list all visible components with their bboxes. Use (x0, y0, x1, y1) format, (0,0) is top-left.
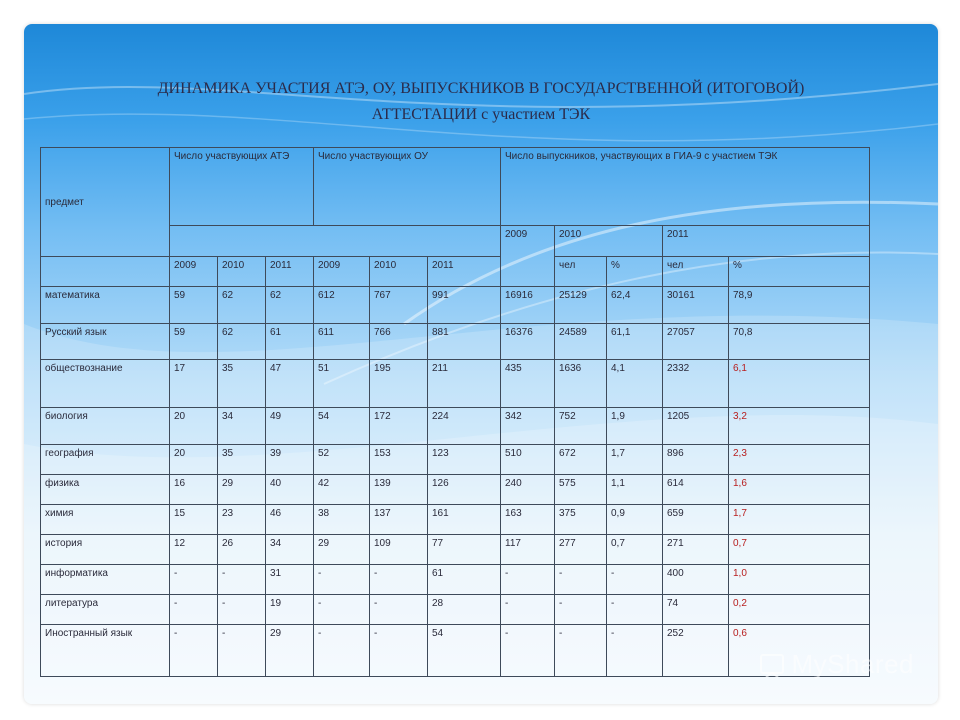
cell-ate-2010: - (218, 595, 266, 625)
watermark-text: MyShared (791, 648, 914, 679)
cell-grads-2010-chel: 375 (555, 505, 607, 535)
cell-grads-2010-pct: - (607, 565, 663, 595)
cell-ou-2009: 612 (314, 287, 370, 324)
cell-ou-2010: 153 (370, 445, 428, 475)
cell-grads-2009: 163 (501, 505, 555, 535)
cell-ate-2009: - (170, 625, 218, 677)
header-2011-pct: % (729, 257, 870, 287)
cell-grads-2010-pct: 1,7 (607, 445, 663, 475)
cell-ou-2010: 109 (370, 535, 428, 565)
header-ou-2009: 2009 (314, 257, 370, 287)
cell-ou-2011: 54 (428, 625, 501, 677)
cell-subject: литература (41, 595, 170, 625)
cell-ou-2010: - (370, 565, 428, 595)
table-row (41, 505, 870, 535)
table-row (41, 475, 870, 505)
cell-grads-2010-pct: 1,9 (607, 408, 663, 445)
cell-subject: Иностранный язык (41, 625, 170, 677)
cell-grads-2009: 117 (501, 535, 555, 565)
cell-grads-2010-pct: 0,7 (607, 535, 663, 565)
cell-grads-2011-chel: 2332 (663, 360, 729, 408)
cell-ou-2009: 54 (314, 408, 370, 445)
myshared-logo-icon (758, 652, 788, 680)
cell-ate-2010: 26 (218, 535, 266, 565)
cell-grads-2011-pct: 78,9 (729, 287, 870, 324)
cell-ou-2009: 29 (314, 535, 370, 565)
cell-ate-2009: 20 (170, 445, 218, 475)
header-row-3 (41, 257, 870, 287)
cell-ate-2010: - (218, 565, 266, 595)
table-row (41, 360, 870, 408)
cell-grads-2010-chel: - (555, 595, 607, 625)
watermark (758, 649, 915, 680)
cell-ate-2010: 23 (218, 505, 266, 535)
cell-grads-2009: 16376 (501, 324, 555, 360)
cell-grads-2011-chel: 271 (663, 535, 729, 565)
header-grads: Число выпускников, участвующих в ГИА-9 с участием ТЭК (501, 148, 870, 226)
table-row (41, 625, 870, 677)
header-ate-2009: 2009 (170, 257, 218, 287)
cell-ou-2009: 51 (314, 360, 370, 408)
cell-ou-2011: 126 (428, 475, 501, 505)
header-ou-2010: 2010 (370, 257, 428, 287)
cell-ou-2009: - (314, 595, 370, 625)
cell-grads-2011-chel: 659 (663, 505, 729, 535)
cell-ate-2011: 29 (266, 625, 314, 677)
cell-grads-2009: 510 (501, 445, 555, 475)
cell-grads-2010-pct: 0,9 (607, 505, 663, 535)
cell-ate-2010: - (218, 625, 266, 677)
cell-grads-2011-pct: 0,7 (729, 535, 870, 565)
cell-grads-2010-chel: 277 (555, 535, 607, 565)
table-row (41, 535, 870, 565)
cell-ou-2010: 137 (370, 505, 428, 535)
cell-grads-2011-chel: 1205 (663, 408, 729, 445)
cell-grads-2009: - (501, 595, 555, 625)
cell-ate-2010: 34 (218, 408, 266, 445)
cell-ou-2010: 195 (370, 360, 428, 408)
header-2011-chel: чел (663, 257, 729, 287)
cell-grads-2010-chel: 752 (555, 408, 607, 445)
cell-grads-2010-pct: 61,1 (607, 324, 663, 360)
cell-ate-2009: - (170, 595, 218, 625)
cell-grads-2009: 240 (501, 475, 555, 505)
cell-ou-2009: 611 (314, 324, 370, 360)
cell-grads-2009: 342 (501, 408, 555, 445)
cell-subject: физика (41, 475, 170, 505)
cell-ou-2011: 991 (428, 287, 501, 324)
cell-subject: Русский язык (41, 324, 170, 360)
cell-grads-2010-chel: - (555, 565, 607, 595)
table-row (41, 595, 870, 625)
cell-grads-2009: 16916 (501, 287, 555, 324)
cell-grads-2011-pct: 1,6 (729, 475, 870, 505)
cell-subject: история (41, 535, 170, 565)
table-row (41, 445, 870, 475)
header-grads-2011: 2011 (663, 226, 870, 257)
title-line-2: АТТЕСТАЦИИ с участием ТЭК (371, 106, 591, 123)
cell-subject: обществознание (41, 360, 170, 408)
cell-ou-2011: 28 (428, 595, 501, 625)
cell-ate-2009: 15 (170, 505, 218, 535)
cell-subject: география (41, 445, 170, 475)
table-row (41, 408, 870, 445)
cell-grads-2009: 435 (501, 360, 555, 408)
cell-grads-2011-pct: 3,2 (729, 408, 870, 445)
cell-grads-2011-chel: 614 (663, 475, 729, 505)
cell-ate-2011: 49 (266, 408, 314, 445)
cell-ate-2009: 17 (170, 360, 218, 408)
cell-ate-2011: 47 (266, 360, 314, 408)
cell-grads-2011-pct: 1,0 (729, 565, 870, 595)
cell-grads-2011-chel: 896 (663, 445, 729, 475)
header-spacer (170, 226, 501, 257)
header-ate-2010: 2010 (218, 257, 266, 287)
cell-ate-2011: 39 (266, 445, 314, 475)
title-line-1: ДИНАМИКА УЧАСТИЯ АТЭ, ОУ, ВЫПУСКНИКОВ В ГОСУДАРСТВЕННОЙ (ИТОГОВОЙ) (157, 80, 805, 97)
cell-ate-2010: 62 (218, 324, 266, 360)
cell-ate-2009: 20 (170, 408, 218, 445)
cell-ate-2010: 29 (218, 475, 266, 505)
table-row (41, 324, 870, 360)
cell-ou-2011: 881 (428, 324, 501, 360)
cell-ate-2011: 61 (266, 324, 314, 360)
slide-title (24, 76, 938, 128)
header-2010-chel: чел (555, 257, 607, 287)
cell-ate-2011: 40 (266, 475, 314, 505)
cell-ate-2011: 19 (266, 595, 314, 625)
cell-grads-2009: - (501, 565, 555, 595)
header-subject: предмет (41, 148, 170, 257)
cell-grads-2011-pct: 0,6 (729, 625, 870, 677)
cell-grads-2009: - (501, 625, 555, 677)
cell-grads-2010-chel: 25129 (555, 287, 607, 324)
cell-grads-2010-chel: 575 (555, 475, 607, 505)
cell-ate-2009: 16 (170, 475, 218, 505)
cell-grads-2011-pct: 2,3 (729, 445, 870, 475)
cell-ate-2010: 62 (218, 287, 266, 324)
cell-ate-2011: 31 (266, 565, 314, 595)
cell-grads-2011-pct: 6,1 (729, 360, 870, 408)
cell-ou-2010: 172 (370, 408, 428, 445)
cell-ou-2011: 77 (428, 535, 501, 565)
cell-grads-2010-pct: 1,1 (607, 475, 663, 505)
header-ou-2011: 2011 (428, 257, 501, 287)
cell-grads-2010-chel: 24589 (555, 324, 607, 360)
cell-ate-2009: 59 (170, 324, 218, 360)
cell-ou-2010: - (370, 595, 428, 625)
cell-grads-2010-chel: 672 (555, 445, 607, 475)
cell-ou-2011: 123 (428, 445, 501, 475)
cell-ou-2009: 42 (314, 475, 370, 505)
cell-subject: математика (41, 287, 170, 324)
header-ou: Число участвующих ОУ (314, 148, 501, 226)
cell-ou-2011: 61 (428, 565, 501, 595)
table-row (41, 287, 870, 324)
cell-ou-2009: - (314, 565, 370, 595)
cell-ou-2010: 766 (370, 324, 428, 360)
cell-ate-2011: 46 (266, 505, 314, 535)
cell-subject: химия (41, 505, 170, 535)
cell-ate-2009: - (170, 565, 218, 595)
cell-grads-2010-pct: - (607, 595, 663, 625)
header-grads-2009: 2009 (501, 226, 555, 287)
cell-grads-2011-pct: 70,8 (729, 324, 870, 360)
cell-ate-2011: 34 (266, 535, 314, 565)
slide (24, 24, 938, 704)
cell-grads-2011-chel: 30161 (663, 287, 729, 324)
cell-ate-2010: 35 (218, 360, 266, 408)
cell-subject: биология (41, 408, 170, 445)
cell-ou-2009: 38 (314, 505, 370, 535)
cell-ou-2010: - (370, 625, 428, 677)
header-ate-2011: 2011 (266, 257, 314, 287)
cell-ou-2010: 767 (370, 287, 428, 324)
cell-grads-2011-chel: 252 (663, 625, 729, 677)
header-subject-blank (41, 257, 170, 287)
header-2010-pct: % (607, 257, 663, 287)
cell-ate-2009: 59 (170, 287, 218, 324)
cell-ou-2011: 224 (428, 408, 501, 445)
cell-grads-2010-pct: 4,1 (607, 360, 663, 408)
cell-ou-2009: 52 (314, 445, 370, 475)
cell-ou-2010: 139 (370, 475, 428, 505)
cell-grads-2010-chel: 1636 (555, 360, 607, 408)
data-table (40, 147, 870, 677)
cell-grads-2011-chel: 27057 (663, 324, 729, 360)
cell-grads-2010-pct: 62,4 (607, 287, 663, 324)
header-row-1 (41, 148, 870, 226)
cell-ou-2009: - (314, 625, 370, 677)
cell-grads-2011-chel: 74 (663, 595, 729, 625)
header-grads-2010: 2010 (555, 226, 663, 257)
cell-ate-2011: 62 (266, 287, 314, 324)
cell-grads-2010-pct: - (607, 625, 663, 677)
table-row (41, 565, 870, 595)
cell-ate-2009: 12 (170, 535, 218, 565)
cell-ou-2011: 211 (428, 360, 501, 408)
cell-ou-2011: 161 (428, 505, 501, 535)
header-ate: Число участвующих АТЭ (170, 148, 314, 226)
cell-grads-2011-pct: 1,7 (729, 505, 870, 535)
cell-ate-2010: 35 (218, 445, 266, 475)
cell-grads-2010-chel: - (555, 625, 607, 677)
cell-grads-2011-chel: 400 (663, 565, 729, 595)
cell-grads-2011-pct: 0,2 (729, 595, 870, 625)
cell-subject: информатика (41, 565, 170, 595)
